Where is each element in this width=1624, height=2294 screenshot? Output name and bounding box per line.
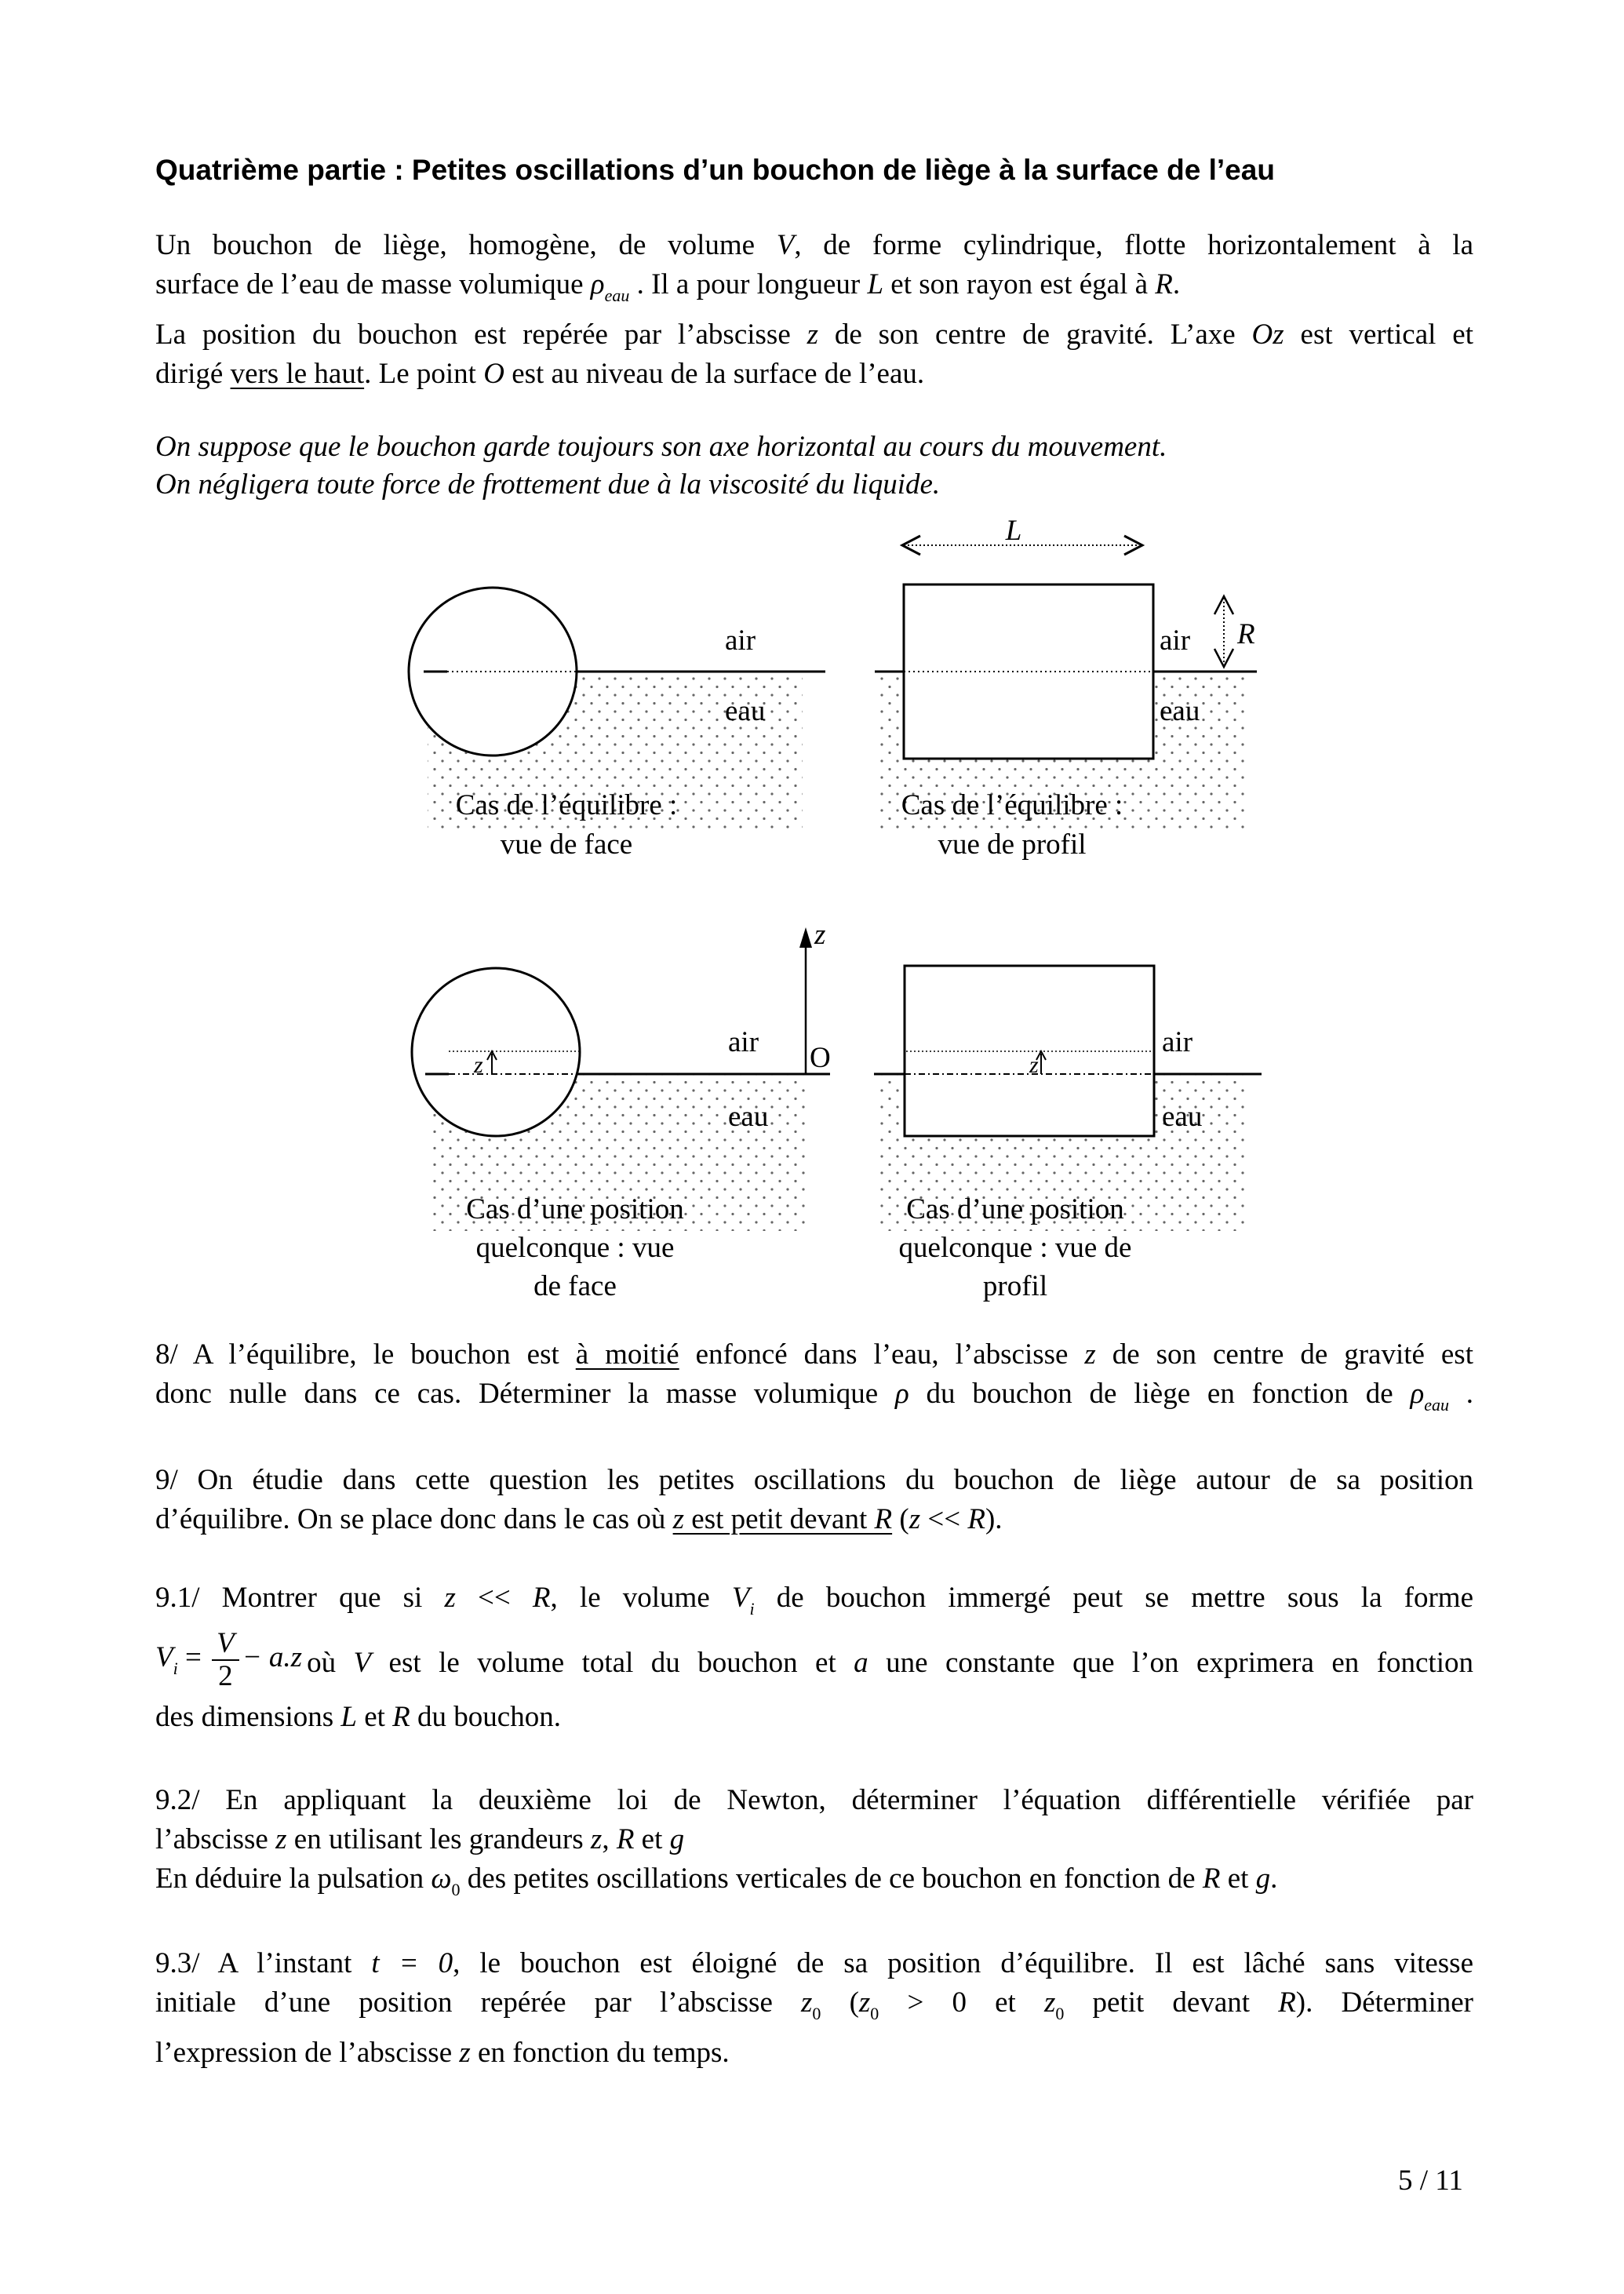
q92-line-1: 9.2/ En appliquant la deuxième loi de Newton, déterminer l’équation différentielle vérifiée par — [155, 1784, 1473, 1816]
label-eau: eau — [1162, 1101, 1203, 1133]
label-z-displacement: z — [474, 1052, 483, 1078]
q8-line-1: 8/ A l’équilibre, le bouchon est à moitié enfoncé dans l’eau, l’abscisse z de son centre de gravité est — [155, 1338, 1473, 1371]
diagram-arbitrary-profile — [874, 966, 1262, 1302]
caption-line: Cas de l’équilibre : — [455, 789, 678, 821]
arrowhead-right-icon — [1124, 536, 1142, 555]
label-air: air — [725, 624, 756, 657]
question-9 — [155, 1461, 1473, 1539]
q91-line-1: 9.1/ Montrer que si z << R, le volume $V_i$ de bouchon immergé peut se mettre sous la forme — [155, 1582, 1474, 1619]
intro-line-2: surface de l’eau de masse volumique $\rho_{eau}$ . Il a pour longueur L et son rayon est égal à R. — [155, 268, 1181, 305]
intro-line-3: La position du bouchon est repérée par l’abscisse z de son centre de gravité. L’axe Oz est vertical et — [155, 319, 1473, 351]
q93-line-2: initiale d’une position repérée par l’abscisse $z_0$ ($z_0 > 0$ et $z_0$ petit devant R). Déterminer — [155, 1986, 1473, 2023]
q92-line-3: En déduire la pulsation $\omega_0$ des petites oscillations verticales de ce bouchon en fonction de R et g. — [155, 1863, 1278, 1899]
label-z-displacement: z — [1029, 1052, 1039, 1078]
label-R: R — [1237, 618, 1255, 650]
label-air: air — [728, 1026, 759, 1058]
diagram-arbitrary-front — [412, 919, 831, 1302]
question-9-3 — [155, 1944, 1473, 2073]
label-eau: eau — [728, 1101, 769, 1133]
caption-line: Cas d’une position — [906, 1193, 1124, 1225]
fraction-V-over-2: $\frac{V}{2}$ — [212, 1628, 239, 1692]
section-title: Quatrième partie : Petites oscillations d’un bouchon de liège à la surface de l’eau — [155, 154, 1275, 186]
label-eau: eau — [1160, 695, 1200, 727]
immersed-volume-equation: $V_i$ = $\frac{V}{2}$ − a.z — [155, 1626, 303, 1692]
caption-line: quelconque : vue de — [898, 1232, 1132, 1264]
caption-line: vue de profil — [938, 828, 1087, 861]
caption-line: quelconque : vue — [475, 1232, 675, 1264]
label-air: air — [1160, 624, 1191, 657]
diagram-equilibrium-front — [409, 588, 825, 861]
label-z-axis: z — [814, 919, 826, 951]
page-number: 5 / 11 — [1398, 2165, 1463, 2197]
caption-line: vue de face — [500, 828, 633, 861]
cork-circle — [412, 968, 580, 1136]
caption-line: Cas d’une position — [466, 1193, 684, 1225]
label-origin-O: O — [810, 1042, 831, 1074]
intro-line-4: dirigé vers le haut. Le point O est au niveau de la surface de l’eau. — [155, 358, 925, 390]
caption-line: de face — [533, 1270, 617, 1302]
hypothesis-2: On négligera toute force de frottement due à la viscosité du liquide. — [155, 468, 941, 501]
question-9-2 — [155, 1781, 1473, 1910]
q93-line-3: l’expression de l’abscisse z en fonction du temps. — [155, 2037, 730, 2069]
q9-line-1: 9/ On étudie dans cette question les petites oscillations du bouchon de liège autour de sa position — [155, 1464, 1473, 1496]
question-8 — [155, 1335, 1473, 1425]
q9-line-2: d’équilibre. On se place donc dans le cas où z est petit devant R (z << R). — [155, 1503, 1003, 1535]
hypothesis-1: On suppose que le bouchon garde toujours son axe horizontal au cours du mouvement. — [155, 431, 1167, 463]
q91-line-2: $V_i$ = $\frac{V}{2}$ − a.z où V est le volume total du bouchon et a une constante que l’on exprimera en fonction — [155, 1629, 1473, 1698]
question-9-1 — [155, 1578, 1473, 1737]
q92-line-2: l’abscisse z en utilisant les grandeurs z, R et g — [155, 1823, 685, 1855]
q93-line-1: 9.3/ A l’instant t = 0, le bouchon est éloigné de sa position d’équilibre. Il est lâché sans vitesse — [155, 1947, 1473, 1979]
label-L: L — [1005, 515, 1022, 547]
q8-line-2: donc nulle dans ce cas. Déterminer la masse volumique ρ du bouchon de liège en fonction de $\rho_{eau}$ . — [155, 1378, 1474, 1415]
caption-line: profil — [982, 1270, 1048, 1302]
q91-line-3: des dimensions L et R du bouchon. — [155, 1701, 561, 1733]
intro-line-1: Un bouchon de liège, homogène, de volume V, de forme cylindrique, flotte horizontalement à la — [155, 229, 1473, 261]
caption-line: Cas de l’équilibre : — [901, 789, 1123, 821]
label-air: air — [1162, 1026, 1193, 1058]
diagram-equilibrium-profile — [875, 515, 1257, 861]
label-eau: eau — [725, 695, 766, 727]
z-axis-arrowhead-icon — [799, 927, 812, 948]
